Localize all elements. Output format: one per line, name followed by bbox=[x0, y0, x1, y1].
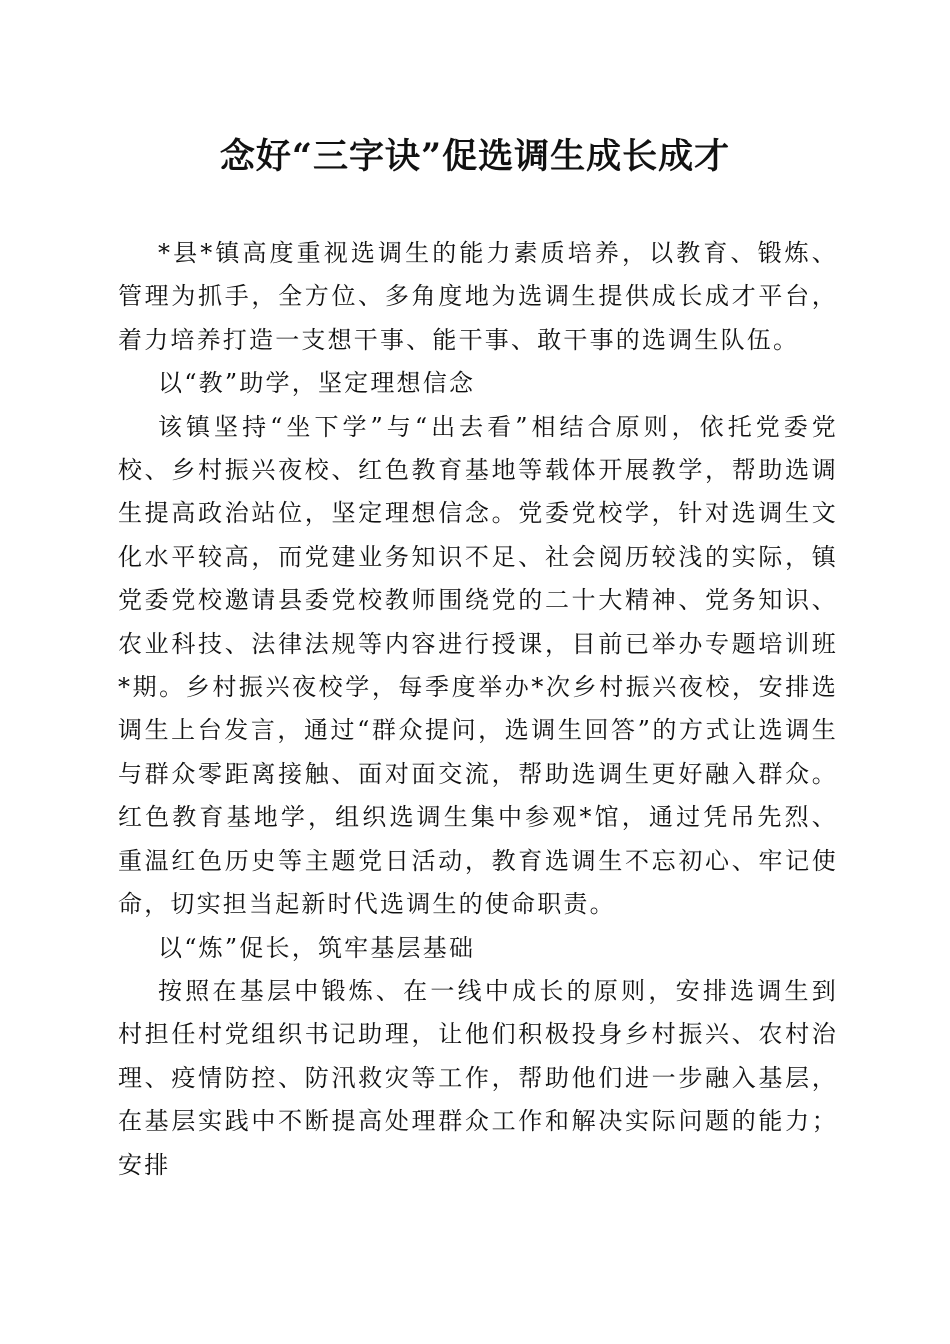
section-heading-training: 以“炼”促长，筑牢基层基础 bbox=[158, 933, 476, 962]
training-paragraph: 按照在基层中锻炼、在一线中成长的原则，安排选调生到村担任村党组织书记助理，让他们积极投身乡村振兴、农村治理、疫情防控、防汛救灾等工作，帮助他们进一步融入基层，在基层实践中不断提高处理群众工作和解决实际问题的能力；安排 bbox=[118, 976, 838, 1179]
document-body bbox=[118, 232, 838, 1187]
section-heading-education: 以“教”助学，坚定理想信念 bbox=[158, 369, 476, 398]
intro-paragraph: *县*镇高度重视选调生的能力素质培养，以教育、锻炼、管理为抓手，全方位、多角度地为选调生提供成长成才平台，着力培养打造一支想干事、能干事、敢干事的选调生队伍。 bbox=[118, 239, 838, 354]
education-paragraph: 该镇坚持“坐下学”与“出去看”相结合原则，依托党委党校、乡村振兴夜校、红色教育基地等载体开展教学，帮助选调生提高政治站位，坚定理想信念。党委党校学，针对选调生文化水平较高，而党建业务知识不足、社会阅历较浅的实际，镇党委党校邀请县委党校教师围绕党的二十大精神、党务知识、农业科技、法律法规等内容进行授课，目前已举办专题培训班*期。乡村振兴夜校学，每季度举办*次乡村振兴夜校，安排选调生上台发言，通过“群众提问，选调生回答”的方式让选调生与群众零距离接触、面对面交流，帮助选调生更好融入群众。红色教育基地学，组织选调生集中参观*馆，通过凭吊先烈、重温红色历史等主题党日活动，教育选调生不忘初心、牢记使命，切实担当起新时代选调生的使命职责。 bbox=[118, 412, 838, 919]
document-title: 念好“三字诀”促选调生成长成才 bbox=[219, 136, 731, 177]
